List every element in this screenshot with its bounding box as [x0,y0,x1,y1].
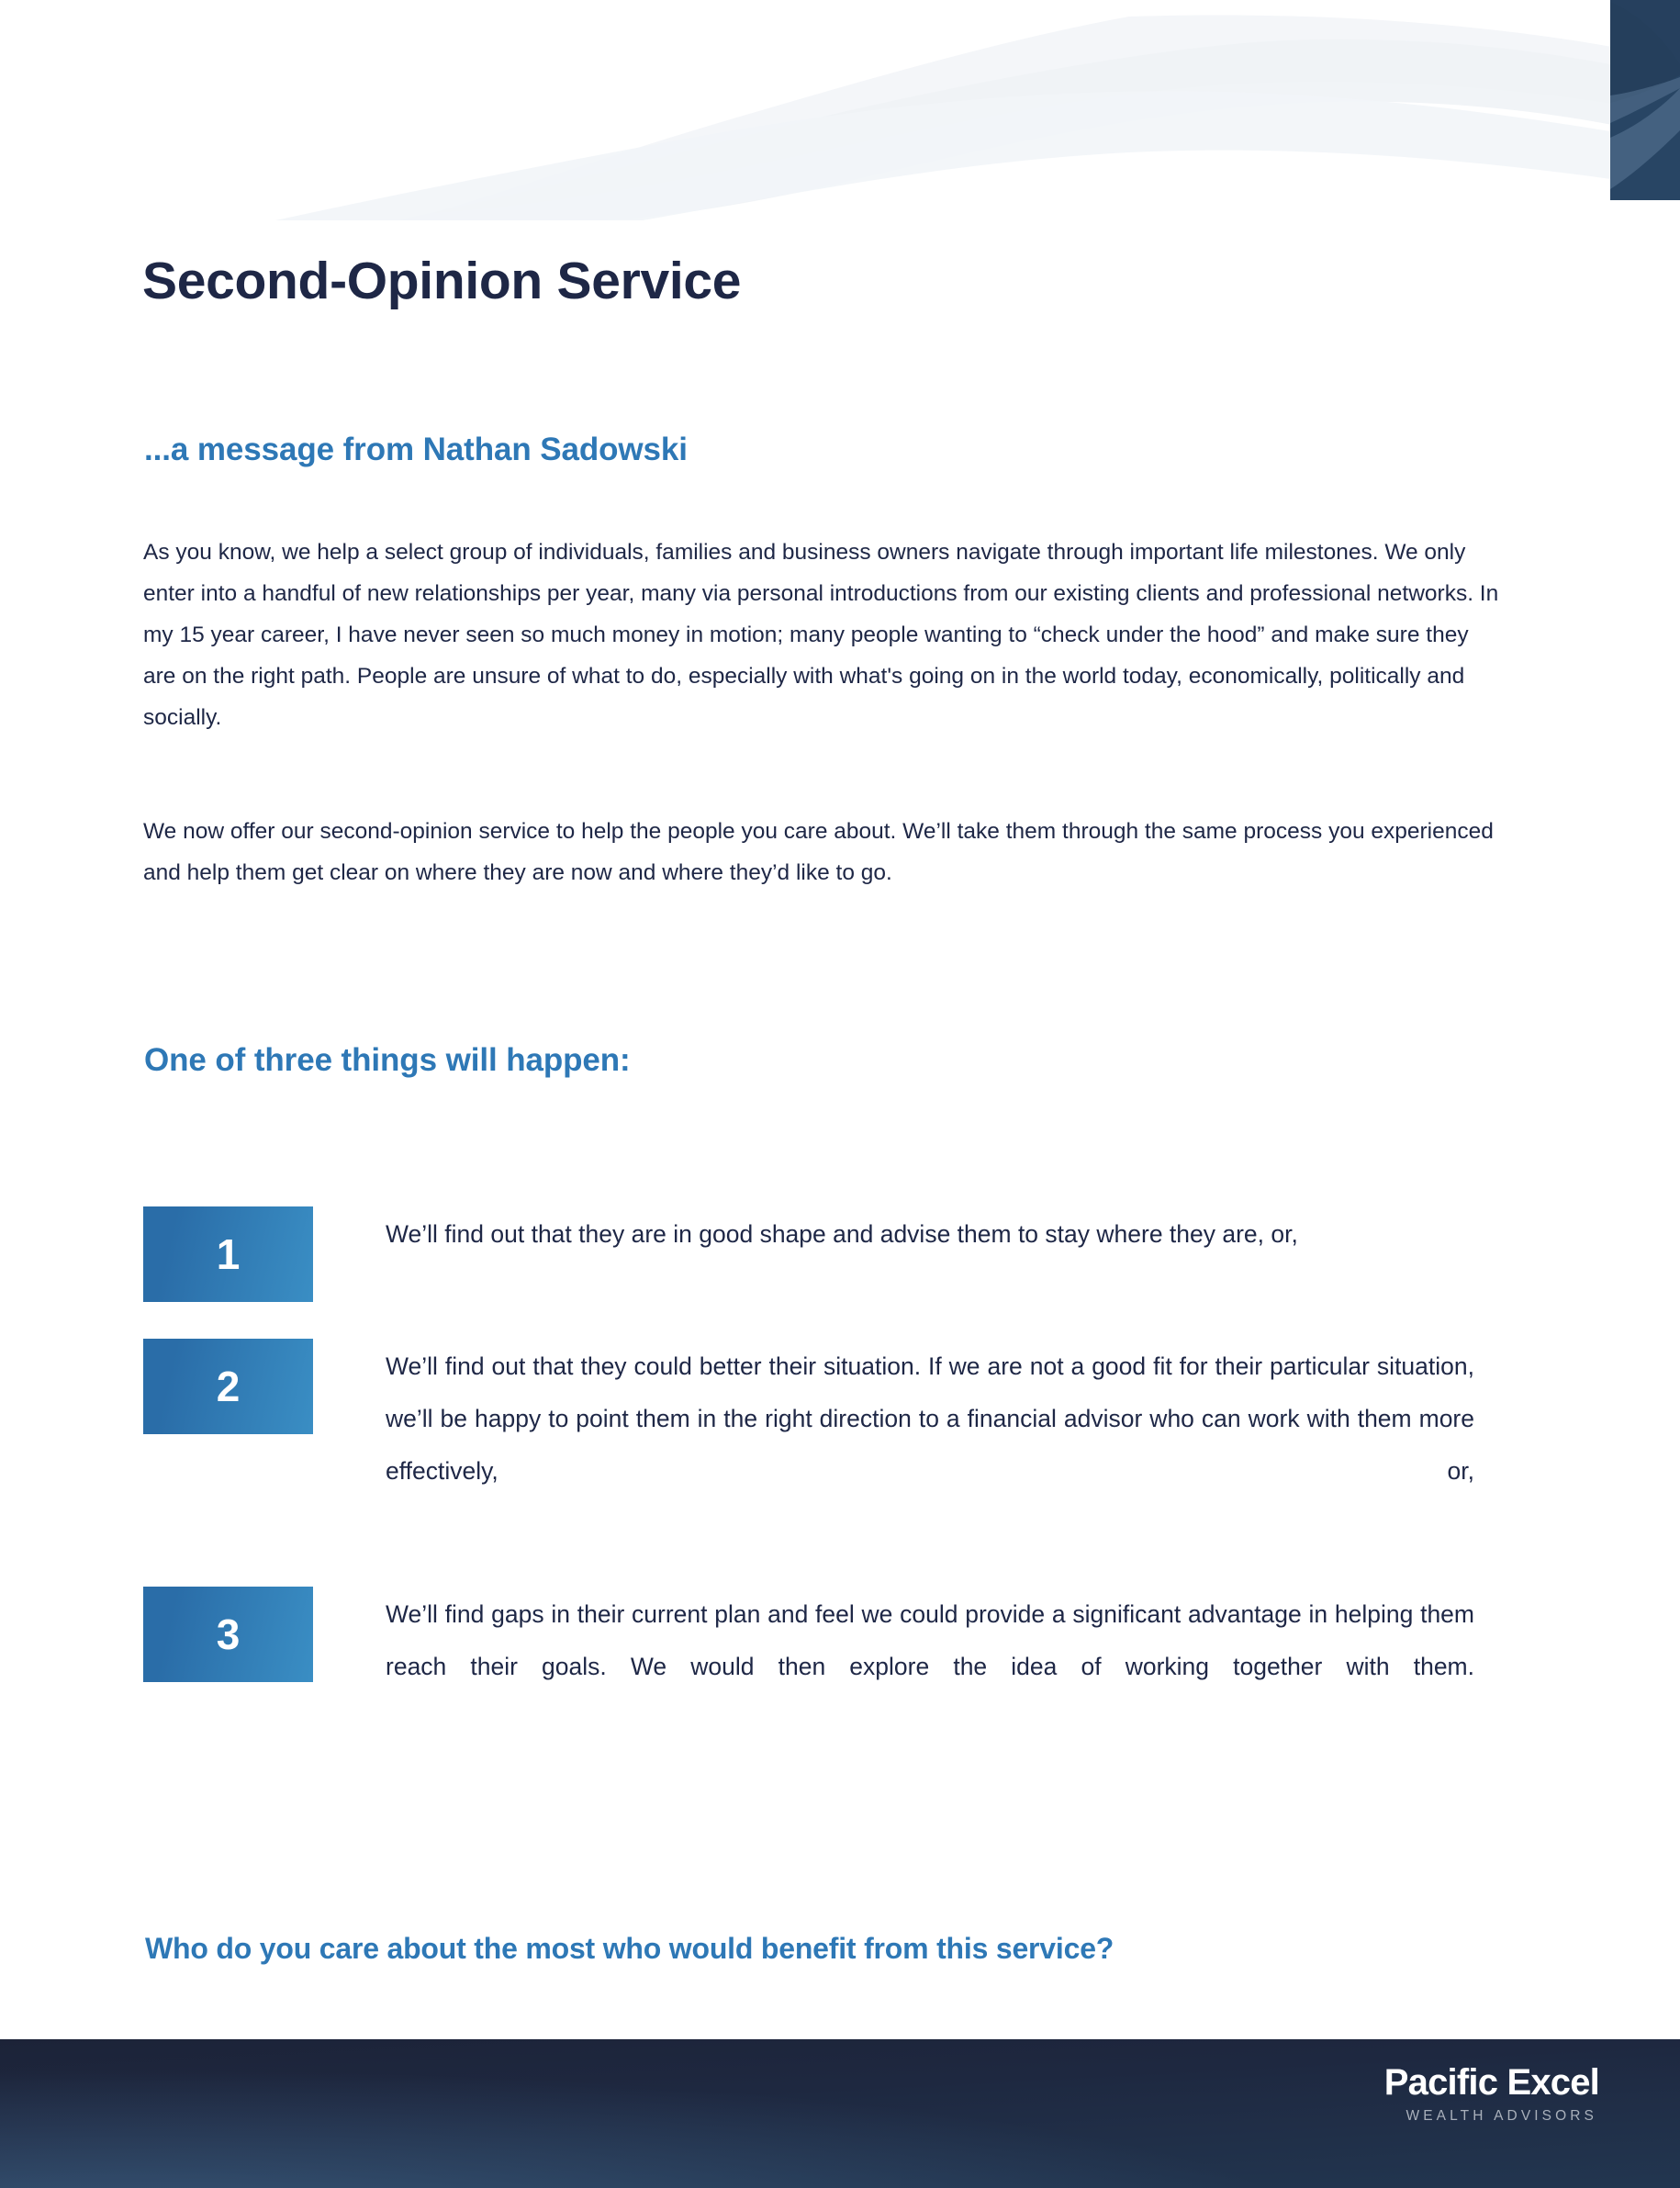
page-footer [0,2039,1680,2188]
point-number-badge-3: 3 [143,1587,313,1682]
point-text-1: We’ll find out that they are in good shape and advise them to stay where they are, or, [386,1220,1298,1248]
point-number-badge-1: 1 [143,1206,313,1302]
point-text-3: We’ll find gaps in their current plan and feel we could provide a significant advantage in helping them reach their goals. We would then explore the idea of working together with them. [386,1600,1474,1680]
list-item [143,1339,1474,1550]
list-item [143,1587,1474,1745]
navy-header-block [1610,0,1680,200]
section-heading: One of three things will happen: [144,1042,631,1078]
page-subtitle: ...a message from Nathan Sadowski [144,432,688,468]
wave-shape-top [431,15,1680,213]
numbered-points-list [143,1206,1474,1745]
point-text-2: We’ll find out that they could better their situation. If we are not a good fit for their particular situation, we’ll be happy to point them in the right direction to a financial advisor who can work with them more effectively, or, [386,1352,1474,1485]
wave-shape-bottom [275,91,1680,220]
brand-tagline: WEALTH ADVISORS [1406,2108,1597,2124]
intro-paragraph-1: As you know, we help a select group of individuals, families and business owners navigate through important life milestones. We only enter into a handful of new relationships per year, many via personal introductions from our existing clients and professional networks. In my 15 year career, I have never seen so much money in motion; many people wanting to “check under the hood” and make sure they are on the right path. People are unsure of what to do, especially with what's going on in the world today, economically, politically and socially. [143,539,1499,730]
header-wave-decoration [0,0,1680,220]
wave-shape-middle [395,39,1680,220]
point-number-badge-2: 2 [143,1339,313,1434]
page-title: Second-Opinion Service [142,252,742,311]
brand-logo [1384,2063,1599,2125]
closing-question: Who do you care about the most who would benefit from this service? [145,1932,1114,1965]
intro-paragraph-2: We now offer our second-opinion service to help the people you care about. We’ll take them through the same process you experienced and help them get clear on where they are now and where they’d like to go. [143,818,1494,885]
brand-name: Pacific Excel [1383,2062,1599,2103]
list-item [143,1206,1474,1302]
